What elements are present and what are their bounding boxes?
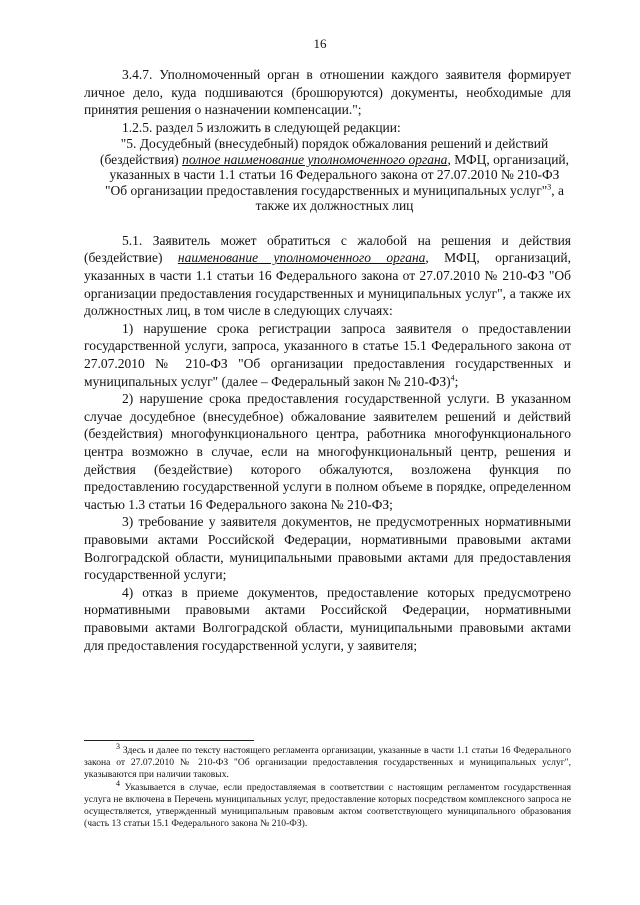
- heading-text-c: , МФЦ, организаций, указанных в части 1.1 статьи 16 Федерального закона от 27.07.2010 № 210-ФЗ "Об организации предоставления государственных и муниципальных услуг": [104, 151, 570, 198]
- spacer: [84, 214, 571, 232]
- page-number: 16: [313, 36, 327, 51]
- footnote-4-number: 4: [116, 778, 120, 788]
- paragraph-5-1: [84, 232, 571, 320]
- footnote-4-text: Указывается в случае, если предоставляемая в соответствии с настоящим регламентом государственная услуга не включена в Перечень муниципальных услуг, предоставление которых посредством комплексного запроса не осуществляется, утвержденный муниципальным правовым актом соответствующего муниципального образования (часть 13 статьи 15.1 Федерального закона № 210-ФЗ).: [84, 781, 571, 830]
- footnote-3-text: Здесь и далее по тексту настоящего регламента организации, указанные в части 1.1 статьи 16 Федерального закона от 27.07.2010 № 210-ФЗ "Об организации предоставления государственных и муниципальных услуг", указываются при наличии таковых.: [84, 745, 571, 781]
- footnotes: [84, 741, 571, 830]
- section-5-heading: [98, 136, 571, 214]
- footnote-3: [84, 741, 571, 782]
- footnote-4: [84, 778, 571, 831]
- heading-text-d: , а также их должностных лиц: [255, 182, 564, 214]
- heading-text-a: "5. Досудебный (внесудебный) порядок обжалования решений и действий (бездействия): [99, 136, 549, 167]
- list-item-3: 3) требование у заявителя документов, не предусмотренных нормативными правовыми актами Российской Федерации, нормативными правовыми актами Волгоградской области, муниципальными правовыми актами для предоставления государственной услуги;: [84, 514, 571, 583]
- list-item-2: 2) нарушение срока предоставления государственной услуги. В указанном случае досудебное (внесудебное) обжалование заявителем решений и действий (бездействия) многофункционального центра, работника многофункционального центра возможно в случае, если на многофункциональный центр, решения и действия (бездействие) которого обжалуются, возложена функция по предоставлению государственной услуги в полном объеме в порядке, определенном частью 1.3 статьи 16 Федерального закона № 210-ФЗ;: [84, 391, 571, 512]
- list-item-4: 4) отказ в приеме документов, предоставление которых предусмотрено нормативными правовыми актами Российской Федерации, нормативными правовыми актами Волгоградской области, муниципальными правовыми актами для предоставления государственной услуги, у заявителя;: [84, 584, 571, 653]
- heading-placeholder: полное наименование уполномоченного органа: [182, 151, 448, 167]
- p51-text-c: , МФЦ, организаций, указанных в части 1.1 статьи 16 Федерального закона от 27.07.2010 № 210-ФЗ "Об организации предоставления государственных и муниципальных услуг", а также их должностных лиц, в том числе в следующих случаях:: [84, 250, 571, 319]
- item1-end: ;: [454, 373, 459, 389]
- document-body: [84, 66, 571, 654]
- paragraph-3-4-7: 3.4.7. Уполномоченный орган в отношении каждого заявителя формирует личное дело, куда подшиваются (брошюруются) документы, необходимые для принятия решения о назначении компенсации.";: [84, 67, 571, 118]
- list-item-1: [84, 320, 571, 390]
- footnote-divider: [84, 740, 254, 741]
- p51-placeholder: наименование уполномоченного органа: [177, 250, 426, 266]
- p51-text-a: 5.1. Заявитель может обратиться с жалобой на решения и действия (бездействие): [84, 232, 571, 266]
- heading-footnote-ref: 3: [547, 182, 552, 192]
- item1-footnote-ref: 4: [450, 373, 455, 383]
- footnote-3-number: 3: [116, 741, 120, 751]
- paragraph-1-2-5: 1.2.5. раздел 5 изложить в следующей редакции:: [122, 119, 401, 135]
- item1-text: 1) нарушение срока регистрации запроса заявителя о предоставлении государственной услуги, запроса, указанного в статье 15.1 Федерального закона от 27.07.2010 № 210-ФЗ "Об организации предоставления государственных и муниципальных услуг" (далее – Федеральный закон № 210-ФЗ): [84, 320, 571, 389]
